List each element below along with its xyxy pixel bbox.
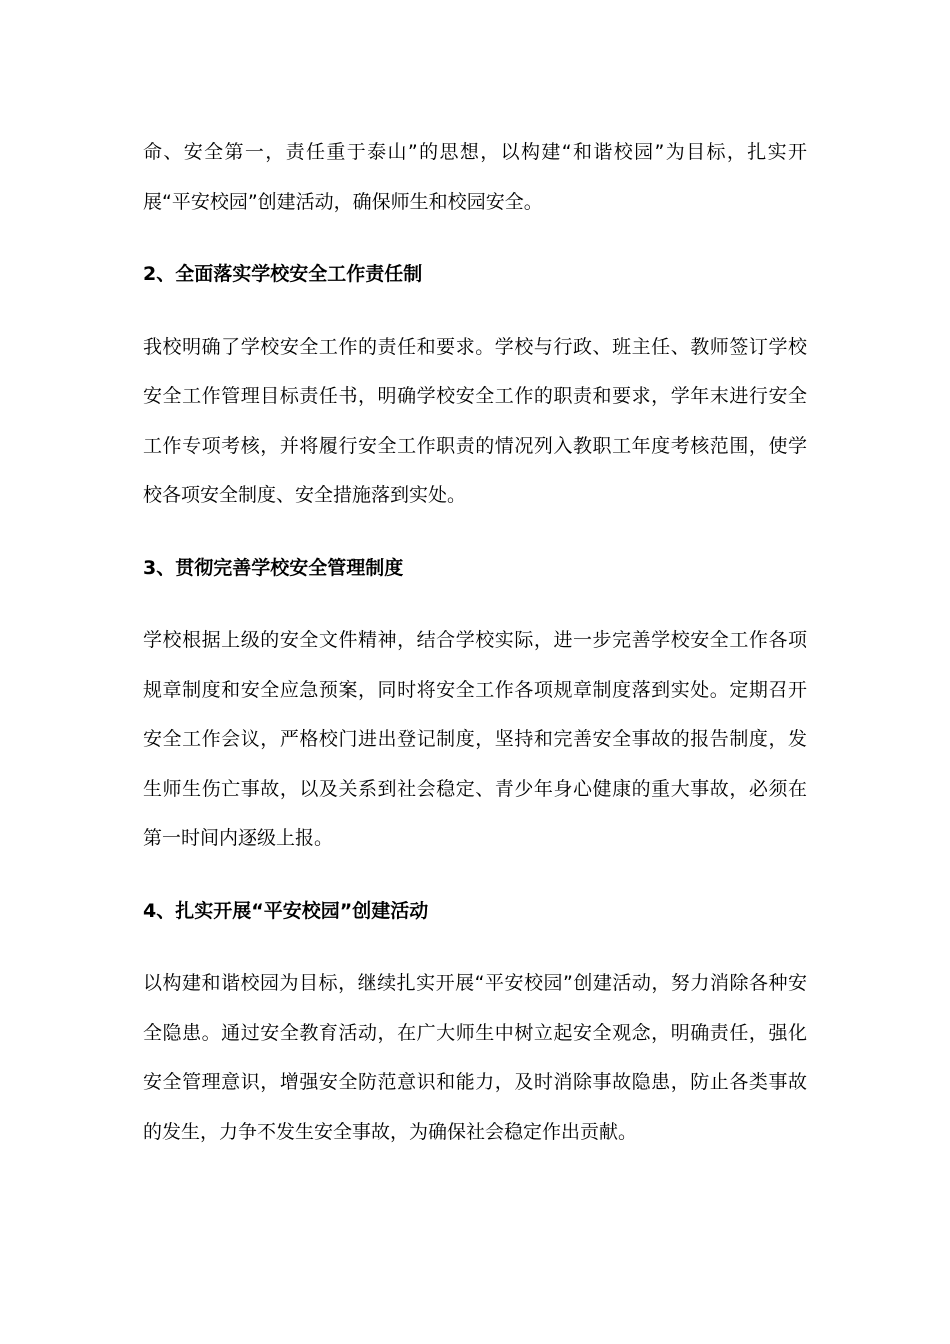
- spacer: [143, 521, 807, 544]
- paragraph-intro-continuation: 命、安全第一，责任重于泰山”的思想，以构建“和谐校园”为目标，扎实开展“平安校园”创建活动，确保师生和校园安全。: [143, 141, 807, 213]
- section-heading-4: 4、扎实开展“平安校园”创建活动: [143, 899, 429, 922]
- section-heading-3: 3、贯彻完善学校安全管理制度: [143, 556, 404, 579]
- spacer: [143, 300, 807, 323]
- spacer: [143, 593, 807, 616]
- spacer: [143, 936, 807, 959]
- paragraph-section-4: 以构建和谐校园为目标，继续扎实开展“平安校园”创建活动，努力消除各种安全隐患。通过安全教育活动，在广大师生中树立起安全观念，明确责任，强化安全管理意识，增强安全防范意识和能力，及时消除事故隐患，防止各类事故的发生，力争不发生安全事故，为确保社会稳定作出贡献。: [143, 972, 807, 1143]
- paragraph-section-3: 学校根据上级的安全文件精神，结合学校实际，进一步完善学校安全工作各项规章制度和安全应急预案，同时将安全工作各项规章制度落到实处。定期召开安全工作会议，严格校门进出登记制度，坚持和完善安全事故的报告制度，发生师生伤亡事故，以及关系到社会稳定、青少年身心健康的重大事故，必须在第一时间内逐级上报。: [143, 629, 807, 849]
- document-body: [143, 128, 807, 1157]
- spacer: [143, 227, 807, 250]
- spacer: [143, 864, 807, 887]
- section-heading-2: 2、全面落实学校安全工作责任制: [143, 263, 423, 285]
- paragraph-section-2: 我校明确了学校安全工作的责任和要求。学校与行政、班主任、教师签订学校安全工作管理目标责任书，明确学校安全工作的职责和要求，学年末进行安全工作专项考核，并将履行安全工作职责的情况列入教职工年度考核范围，使学校各项安全制度、安全措施落到实处。: [143, 335, 807, 506]
